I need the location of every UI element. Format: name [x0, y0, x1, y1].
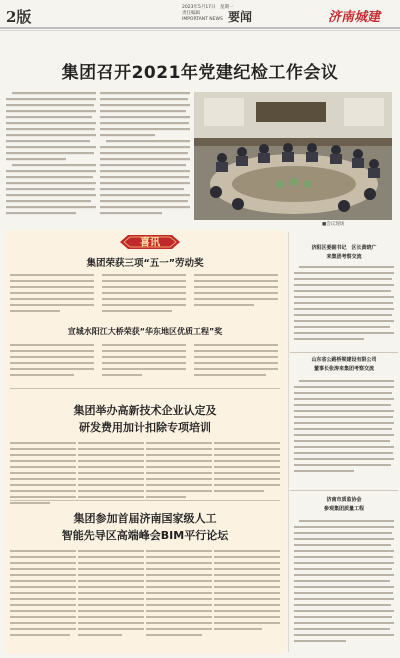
meeting-photo [194, 92, 392, 220]
news-badge-ribbon [118, 234, 182, 250]
column-separator [288, 232, 289, 652]
header-rule-thin [0, 30, 400, 31]
lead-body-col-2 [100, 90, 190, 220]
brief-title-line-2: 参观集团质量工程 [323, 506, 364, 512]
article-title-bim-forum [0, 510, 290, 544]
masthead-logo: 济南城建 [328, 10, 381, 25]
brief-divider [290, 490, 398, 491]
brief-body-jiyang [294, 264, 394, 348]
brief-body-shandong-bridge [294, 378, 394, 482]
article-body-labor-award [10, 272, 280, 314]
brief-title-jiyang [292, 244, 396, 262]
brief-title-line-2: 董事长张涛来集团考察交流 [313, 366, 374, 372]
section-rule [10, 500, 280, 501]
text-lines-graphic [10, 548, 280, 648]
photo-caption: ■会议现场 [322, 222, 345, 227]
section-title: 要闻 [228, 10, 253, 24]
article-title-line-2: 研发费用加计扣除专项培训 [79, 421, 211, 434]
issue-date: 2023年5月17日 星期一 [182, 5, 234, 10]
news-badge [118, 234, 182, 250]
article-body-bridge-award [10, 342, 280, 382]
brief-title-shandong-bridge [292, 356, 396, 374]
text-lines-graphic [294, 378, 394, 482]
lead-body-col-1 [6, 90, 96, 220]
article-title-bridge-award: 宣城水阳江大桥荣获“华东地区优质工程”奖 [67, 327, 223, 336]
page-header [0, 0, 400, 40]
article-title-line-2: 智能先导区高端峰会BIM平行论坛 [61, 529, 229, 542]
brief-title-quality-assoc [292, 496, 396, 514]
text-lines-graphic [100, 90, 190, 220]
issue-editor: 责任编辑 [182, 11, 200, 16]
article-title-labor-award: 集团荣获三项“五一”劳动奖 [86, 258, 204, 269]
page-number: 2版 [6, 8, 32, 26]
text-lines-graphic [294, 264, 394, 348]
brief-title-line-2: 来集团考察交流 [326, 254, 362, 260]
article-title-tech-training [0, 402, 290, 436]
issue-section-en: IMPORTANT NEWS [182, 17, 223, 22]
brief-title-line-1: 济阳区委副书记 区长黄晓广 [311, 245, 377, 251]
article-title-line-1: 集团举办高新技术企业认定及 [73, 404, 217, 417]
conference-room-image [194, 92, 392, 220]
brief-title-line-1: 济南市质监协会 [326, 497, 362, 503]
brief-body-quality-assoc [294, 518, 394, 650]
section-rule [10, 388, 280, 389]
text-lines-graphic [10, 272, 280, 314]
news-badge-label: 喜讯 [140, 237, 160, 249]
issue-meta [182, 5, 234, 23]
brief-title-line-1: 山东省公路桥梁建设有限公司 [311, 357, 377, 363]
article-body-bim-forum [10, 548, 280, 648]
text-lines-graphic [6, 90, 96, 220]
text-lines-graphic [294, 518, 394, 650]
lead-headline: 集团召开2021年党建纪检工作会议 [61, 63, 339, 83]
article-title-line-1: 集团参加首届济南国家级人工 [73, 512, 217, 525]
header-rule [0, 27, 400, 29]
brief-divider [290, 352, 398, 353]
text-lines-graphic [10, 342, 280, 382]
